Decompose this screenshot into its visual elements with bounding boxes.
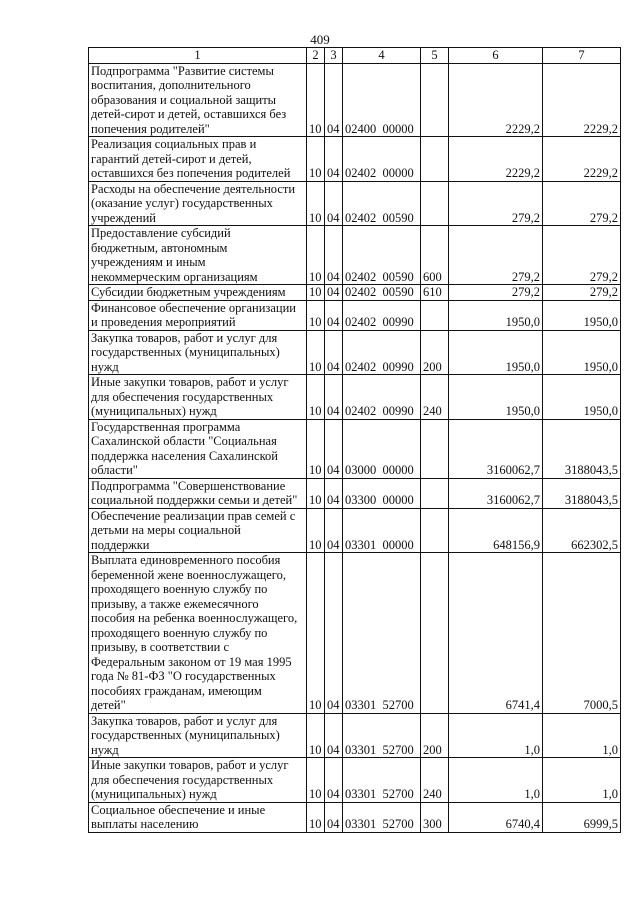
subsection-code-cell: 04 xyxy=(325,181,343,226)
target-article-cell: 02402 00590 xyxy=(343,181,421,226)
amount-col7-cell: 1950,0 xyxy=(543,330,621,375)
target-article-cell: 02402 00590 xyxy=(343,226,421,285)
subsection-code-cell: 04 xyxy=(325,137,343,182)
header-cell-1: 1 xyxy=(89,48,307,64)
subsection-code-cell: 04 xyxy=(325,713,343,758)
row-name-cell: Предоставление субсидий бюджетным, автономным учреждениям и иным некоммерческим организациям xyxy=(89,226,307,285)
expense-type-cell xyxy=(421,419,449,478)
amount-col7-cell: 1,0 xyxy=(543,758,621,803)
amount-col7-cell: 2229,2 xyxy=(543,63,621,137)
table-row xyxy=(89,478,621,508)
section-code-cell: 10 xyxy=(307,478,325,508)
subsection-code-cell: 04 xyxy=(325,226,343,285)
section-code-cell: 10 xyxy=(307,553,325,714)
expense-type-cell xyxy=(421,300,449,330)
header-cell-2: 2 xyxy=(307,48,325,64)
section-code-cell: 10 xyxy=(307,375,325,420)
amount-col7-cell: 662302,5 xyxy=(543,508,621,553)
expense-type-cell xyxy=(421,181,449,226)
row-name-cell: Реализация социальных прав и гарантий детей-сирот и детей, оставшихся без попечения родителей xyxy=(89,137,307,182)
table-row xyxy=(89,713,621,758)
amount-col7-cell: 279,2 xyxy=(543,226,621,285)
target-article-cell: 02402 00990 xyxy=(343,375,421,420)
table-row xyxy=(89,375,621,420)
section-code-cell: 10 xyxy=(307,713,325,758)
row-name-cell: Обеспечение реализации прав семей с детьми на меры социальной поддержки xyxy=(89,508,307,553)
section-code-cell: 10 xyxy=(307,137,325,182)
subsection-code-cell: 04 xyxy=(325,508,343,553)
amount-col7-cell: 1950,0 xyxy=(543,375,621,420)
table-row xyxy=(89,330,621,375)
section-code-cell: 10 xyxy=(307,285,325,301)
target-article-cell: 03300 00000 xyxy=(343,478,421,508)
amount-col7-cell: 279,2 xyxy=(543,285,621,301)
expense-type-cell: 600 xyxy=(421,226,449,285)
row-name-cell: Социальное обеспечение и иные выплаты населению xyxy=(89,802,307,832)
header-cell-6: 6 xyxy=(449,48,543,64)
expense-type-cell xyxy=(421,63,449,137)
amount-col6-cell: 6741,4 xyxy=(449,553,543,714)
amount-col7-cell: 2229,2 xyxy=(543,137,621,182)
row-name-cell: Иные закупки товаров, работ и услуг для обеспечения государственных (муниципальных) нужд xyxy=(89,758,307,803)
target-article-cell: 03301 52700 xyxy=(343,758,421,803)
amount-col7-cell: 6999,5 xyxy=(543,802,621,832)
header-cell-7: 7 xyxy=(543,48,621,64)
amount-col7-cell: 7000,5 xyxy=(543,553,621,714)
expense-type-cell xyxy=(421,508,449,553)
subsection-code-cell: 04 xyxy=(325,802,343,832)
section-code-cell: 10 xyxy=(307,63,325,137)
amount-col7-cell: 3188043,5 xyxy=(543,478,621,508)
target-article-cell: 02402 00000 xyxy=(343,137,421,182)
expense-type-cell: 240 xyxy=(421,375,449,420)
section-code-cell: 10 xyxy=(307,300,325,330)
target-article-cell: 03301 52700 xyxy=(343,553,421,714)
amount-col7-cell: 1,0 xyxy=(543,713,621,758)
subsection-code-cell: 04 xyxy=(325,758,343,803)
subsection-code-cell: 04 xyxy=(325,63,343,137)
row-name-cell: Подпрограмма "Совершенствование социальной поддержки семьи и детей" xyxy=(89,478,307,508)
target-article-cell: 02400 00000 xyxy=(343,63,421,137)
expense-type-cell xyxy=(421,137,449,182)
table-row xyxy=(89,285,621,301)
amount-col6-cell: 279,2 xyxy=(449,226,543,285)
expense-type-cell xyxy=(421,553,449,714)
row-name-cell: Подпрограмма "Развитие системы воспитания, дополнительного образования и социальной защиты детей-сирот и детей, оставшихся без попечения родителей" xyxy=(89,63,307,137)
header-cell-4: 4 xyxy=(343,48,421,64)
page-number: 409 xyxy=(310,32,330,47)
expense-type-cell: 240 xyxy=(421,758,449,803)
expense-type-cell: 200 xyxy=(421,330,449,375)
amount-col6-cell: 279,2 xyxy=(449,285,543,301)
subsection-code-cell: 04 xyxy=(325,285,343,301)
amount-col6-cell: 1950,0 xyxy=(449,375,543,420)
table-row xyxy=(89,758,621,803)
amount-col7-cell: 3188043,5 xyxy=(543,419,621,478)
row-name-cell: Субсидии бюджетным учреждениям xyxy=(89,285,307,301)
target-article-cell: 03301 52700 xyxy=(343,802,421,832)
row-name-cell: Иные закупки товаров, работ и услуг для обеспечения государственных (муниципальных) нужд xyxy=(89,375,307,420)
amount-col6-cell: 1,0 xyxy=(449,713,543,758)
amount-col6-cell: 2229,2 xyxy=(449,137,543,182)
subsection-code-cell: 04 xyxy=(325,478,343,508)
target-article-cell: 02402 00990 xyxy=(343,330,421,375)
amount-col7-cell: 1950,0 xyxy=(543,300,621,330)
expense-type-cell: 300 xyxy=(421,802,449,832)
table-row xyxy=(89,802,621,832)
target-article-cell: 03301 52700 xyxy=(343,713,421,758)
expense-type-cell: 610 xyxy=(421,285,449,301)
row-name-cell: Финансовое обеспечение организации и проведения мероприятий xyxy=(89,300,307,330)
amount-col6-cell: 1950,0 xyxy=(449,300,543,330)
amount-col6-cell: 3160062,7 xyxy=(449,419,543,478)
amount-col7-cell: 279,2 xyxy=(543,181,621,226)
row-name-cell: Закупка товаров, работ и услуг для государственных (муниципальных) нужд xyxy=(89,713,307,758)
table-row xyxy=(89,63,621,137)
section-code-cell: 10 xyxy=(307,802,325,832)
subsection-code-cell: 04 xyxy=(325,553,343,714)
amount-col6-cell: 1950,0 xyxy=(449,330,543,375)
table-row xyxy=(89,300,621,330)
row-name-cell: Расходы на обеспечение деятельности (оказание услуг) государственных учреждений xyxy=(89,181,307,226)
subsection-code-cell: 04 xyxy=(325,419,343,478)
table-row xyxy=(89,137,621,182)
target-article-cell: 02402 00990 xyxy=(343,300,421,330)
section-code-cell: 10 xyxy=(307,508,325,553)
amount-col6-cell: 648156,9 xyxy=(449,508,543,553)
row-name-cell: Государственная программа Сахалинской области "Социальная поддержка населения Сахалинской области" xyxy=(89,419,307,478)
section-code-cell: 10 xyxy=(307,758,325,803)
header-row xyxy=(89,48,621,64)
table-row xyxy=(89,553,621,714)
expense-type-cell xyxy=(421,478,449,508)
section-code-cell: 10 xyxy=(307,181,325,226)
expense-type-cell: 200 xyxy=(421,713,449,758)
amount-col6-cell: 2229,2 xyxy=(449,63,543,137)
section-code-cell: 10 xyxy=(307,419,325,478)
row-name-cell: Закупка товаров, работ и услуг для государственных (муниципальных) нужд xyxy=(89,330,307,375)
header-cell-3: 3 xyxy=(325,48,343,64)
section-code-cell: 10 xyxy=(307,226,325,285)
target-article-cell: 02402 00590 xyxy=(343,285,421,301)
table-row xyxy=(89,226,621,285)
subsection-code-cell: 04 xyxy=(325,375,343,420)
amount-col6-cell: 279,2 xyxy=(449,181,543,226)
amount-col6-cell: 6740,4 xyxy=(449,802,543,832)
table-row xyxy=(89,419,621,478)
target-article-cell: 03301 00000 xyxy=(343,508,421,553)
budget-table xyxy=(88,47,621,833)
section-code-cell: 10 xyxy=(307,330,325,375)
row-name-cell: Выплата единовременного пособия беременной жене военнослужащего, проходящего военную службу по призыву, а также ежемесячного пособия на ребенка военнослужащего, проходящего военную службу по призыву, в соответствии с Федеральным законом от 19 мая 1995 года № 81-ФЗ "О государственных пособиях гражданам, имеющим детей" xyxy=(89,553,307,714)
amount-col6-cell: 3160062,7 xyxy=(449,478,543,508)
table-row xyxy=(89,508,621,553)
amount-col6-cell: 1,0 xyxy=(449,758,543,803)
table-row xyxy=(89,181,621,226)
header-cell-5: 5 xyxy=(421,48,449,64)
subsection-code-cell: 04 xyxy=(325,330,343,375)
subsection-code-cell: 04 xyxy=(325,300,343,330)
target-article-cell: 03000 00000 xyxy=(343,419,421,478)
